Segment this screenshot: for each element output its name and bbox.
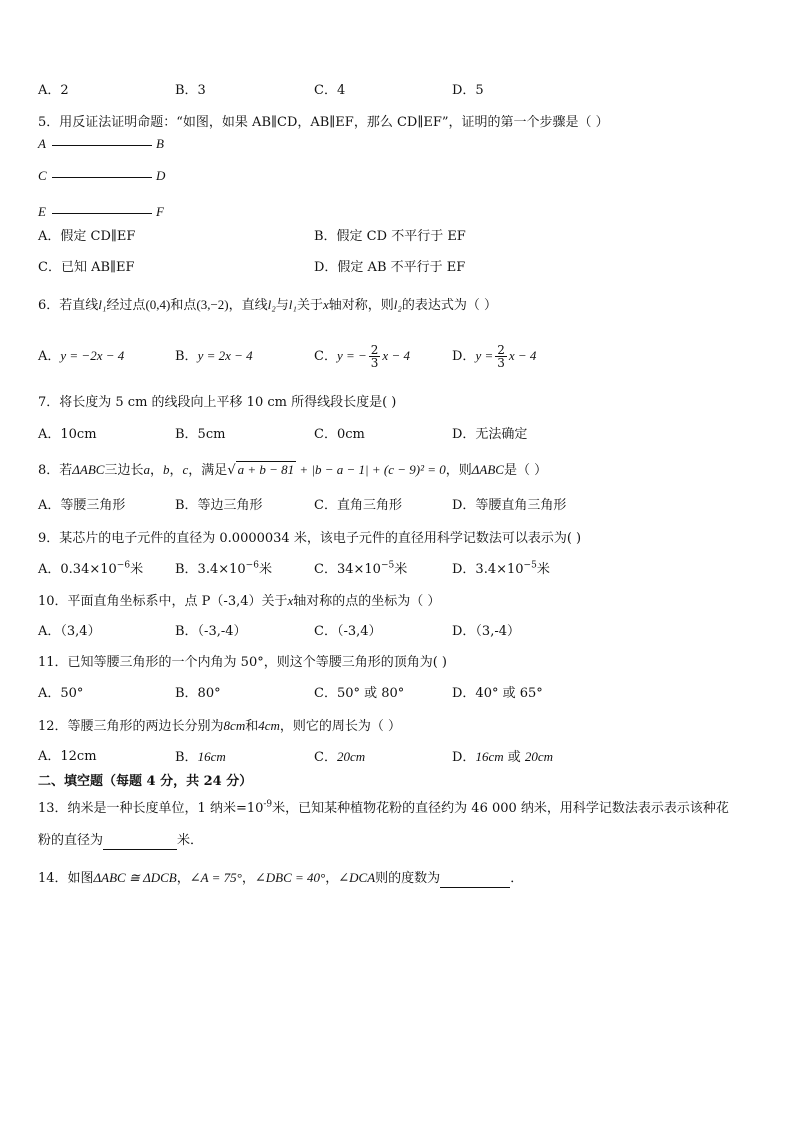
section-heading: 二、填空题（每题 4 分，共 24 分） <box>38 774 253 789</box>
option-expr: y = 2x − 4 <box>197 348 253 363</box>
q11-option-a: A．50° <box>38 686 84 701</box>
q6-option-a <box>38 347 124 366</box>
line-ab <box>52 145 152 146</box>
q8-option-b: B．等边三角形 <box>175 498 263 513</box>
option-unit: 米 <box>258 562 272 577</box>
q7-option-d: D．无法确定 <box>452 427 528 442</box>
q8-text: ，满足 <box>188 463 228 478</box>
option-text: 或 <box>503 750 525 765</box>
q9-option-d <box>452 561 550 579</box>
q6-text: 与 <box>275 298 289 313</box>
option-label: A． <box>38 349 61 364</box>
q7-option-a: A．10cm <box>38 427 97 442</box>
q4-option-b: B．3 <box>175 83 206 98</box>
fig-label-f: F <box>156 204 164 219</box>
q6-text: 经过点 <box>106 298 146 313</box>
q8-option-d: D．等腰直角三角形 <box>452 498 567 513</box>
q12-value: 4cm <box>258 718 280 733</box>
q10-stem <box>38 592 440 611</box>
denominator: 3 <box>497 356 505 370</box>
q9-option-a <box>38 561 143 579</box>
option-value: 20cm <box>336 749 366 764</box>
q14-text: ， <box>176 871 190 886</box>
option-label: C． <box>314 349 337 364</box>
q6-text: 轴对称，则 <box>328 298 394 313</box>
q6-l2: l₂ <box>393 297 402 312</box>
q14-text: ， <box>325 871 339 886</box>
q10-option-d: D．（3,-4） <box>452 624 520 639</box>
option-exponent: −6 <box>245 560 259 571</box>
q8-text: ， <box>149 463 163 478</box>
q8-text: 三边长 <box>104 463 144 478</box>
q4-option-a: A．2 <box>38 83 69 98</box>
option-unit: 米 <box>536 562 550 577</box>
q7-option-b: B．5cm <box>175 427 226 442</box>
q8-option-a: A．等腰三角形 <box>38 498 126 513</box>
q8-equation: + |b − a − 1| + (c − 9)² = 0 <box>296 462 446 477</box>
option-label: B． <box>175 750 198 765</box>
q12-text: ，则它的周长为（ ） <box>279 719 402 734</box>
q6-option-d <box>452 340 536 373</box>
q14-congruence: ΔABC ≅ ΔDCB <box>93 870 177 885</box>
numerator: 2 <box>370 343 379 357</box>
q13-line2 <box>38 832 203 850</box>
q6-text: 和点 <box>170 298 197 313</box>
option-unit: 米 <box>394 562 408 577</box>
option-label: D． <box>452 750 476 765</box>
q12-text: 12．等腰三角形的两边长分别为 <box>38 719 224 734</box>
q4-option-d: D．5 <box>452 83 484 98</box>
q8-triangle: ΔABC <box>471 462 504 477</box>
line-cd <box>52 177 152 178</box>
q8-stem <box>38 461 547 480</box>
q6-text: ，直线 <box>228 298 268 313</box>
answer-blank[interactable] <box>103 835 177 850</box>
q10-x: x <box>287 593 294 608</box>
q11-option-d: D．40° 或 65° <box>452 686 543 701</box>
option-base: A．0.34×10 <box>38 562 117 577</box>
fig-label-c: C <box>38 168 47 183</box>
q11-option-c: C．50° 或 80° <box>314 686 405 701</box>
q13-line1 <box>38 800 729 818</box>
q12-option-d <box>452 748 553 767</box>
option-base: D．3.4×10 <box>452 562 524 577</box>
q4-option-c: C．4 <box>314 83 346 98</box>
option-exponent: −5 <box>380 560 395 571</box>
q5-option-b: B．假定 CD 不平行于 EF <box>314 229 466 244</box>
q14-angle: ∠A = 75° <box>189 870 242 885</box>
q8-text: ，则 <box>445 463 472 478</box>
q8-var-b: b <box>163 462 170 477</box>
q13-text: 粉的直径为 <box>38 833 104 848</box>
q13-text: 13．纳米是一种长度单位，1 纳米=10 <box>38 801 264 816</box>
option-base: C．34×10 <box>314 562 381 577</box>
option-expr: x − 4 <box>382 348 410 363</box>
q13-text: 米，已知某种植物花粉的直径约为 46 000 纳米，用科学记数法表示表示该种花 <box>272 801 729 816</box>
q10-text: 轴对称的点的坐标为（ ） <box>293 594 441 609</box>
q5-option-a: A．假定 CD∥EF <box>38 229 136 244</box>
q12-option-c <box>314 748 365 767</box>
line-ef <box>52 213 152 214</box>
q6-text: 关于 <box>296 298 323 313</box>
q12-stem <box>38 717 401 736</box>
option-value: 16cm <box>475 749 504 764</box>
q10-option-a: A．（3,4） <box>38 624 101 639</box>
fig-label-d: D <box>156 168 166 183</box>
fraction <box>495 344 507 369</box>
q6-l2: l₂ <box>267 297 276 312</box>
q11-option-b: B．80° <box>175 686 221 701</box>
q14-angle: ∠DCA <box>338 870 376 885</box>
q13-exponent: -9 <box>263 799 273 810</box>
radicand: a + b − 81 <box>237 462 295 477</box>
q7-option-c: C．0cm <box>314 427 365 442</box>
q10-option-c: C．（-3,4） <box>314 624 382 639</box>
q6-text: 6．若直线 <box>38 298 99 313</box>
fig-label-b: B <box>156 136 164 151</box>
q14-angle: ∠DBC = 40° <box>254 870 326 885</box>
option-base: B．3.4×10 <box>175 562 246 577</box>
denominator: 3 <box>370 356 379 370</box>
fig-label-e: E <box>38 204 46 219</box>
option-expr: y = <box>475 348 494 363</box>
option-expr: y = − <box>336 348 367 363</box>
q6-stem <box>38 296 497 315</box>
q9-stem: 9．某芯片的电子元件的直径为 0.0000034 米，该电子元件的直径用科学记数法可以表示为( ) <box>38 531 582 546</box>
q8-triangle: ΔABC <box>72 462 105 477</box>
fig-label-a: A <box>38 136 46 151</box>
q8-text: ， <box>169 463 183 478</box>
option-expr: y = −2x − 4 <box>60 348 125 363</box>
q14-text: ． <box>510 871 524 886</box>
option-unit: 米 <box>130 562 144 577</box>
q12-text: 和 <box>245 719 259 734</box>
option-label: C． <box>314 750 337 765</box>
option-label: B． <box>175 349 198 364</box>
option-value: 20cm <box>524 749 554 764</box>
q6-option-c <box>314 340 410 373</box>
q10-option-b: B．（-3,-4） <box>175 624 247 639</box>
q6-point2: (3,−2) <box>196 297 229 312</box>
q7-stem: 7．将长度为 5 cm 的线段向上平移 10 cm 所得线段长度是( ) <box>38 395 397 410</box>
answer-blank[interactable] <box>440 873 510 888</box>
option-value: 16cm <box>197 749 226 764</box>
option-label: D． <box>452 349 476 364</box>
option-expr: x − 4 <box>508 348 537 363</box>
q5-option-c: C．已知 AB∥EF <box>38 260 135 275</box>
q6-l1: l₁ <box>288 297 297 312</box>
q6-x: x <box>322 297 329 312</box>
q8-text: 8．若 <box>38 463 73 478</box>
q6-text: 的表达式为（ ） <box>401 298 498 313</box>
q6-option-b <box>175 347 253 366</box>
numerator: 2 <box>497 343 505 357</box>
q8-var-c: c <box>182 462 189 477</box>
q5-option-d: D．假定 AB 不平行于 EF <box>314 260 466 275</box>
q5-stem: 5．用反证法证明命题：“如图，如果 AB∥CD，AB∥EF，那么 CD∥EF”，证明的第一个步骤是（ ） <box>38 115 609 130</box>
sqrt-sign: √ <box>227 463 236 478</box>
option-exponent: −5 <box>523 560 537 571</box>
q14-stem <box>38 869 523 888</box>
q12-option-a: A．12cm <box>38 749 97 764</box>
q13-text: 米． <box>177 833 204 848</box>
q14-text: ， <box>241 871 255 886</box>
q14-text: 14．如图 <box>38 871 94 886</box>
q9-option-b <box>175 561 272 579</box>
q10-text: 10．平面直角坐标系中，点 P（-3,4）关于 <box>38 594 288 609</box>
q8-option-c: C．直角三角形 <box>314 498 402 513</box>
q12-value: 8cm <box>223 718 246 733</box>
q8-var-a: a <box>143 462 150 477</box>
option-exponent: −6 <box>116 560 131 571</box>
q6-point1: (0,4) <box>145 297 171 312</box>
q8-text: 是（ ） <box>503 463 548 478</box>
fraction <box>369 344 381 369</box>
q6-l1: l₁ <box>98 297 107 312</box>
q14-text: 则的度数为 <box>375 871 441 886</box>
q12-option-b <box>175 748 226 767</box>
q11-stem: 11．已知等腰三角形的一个内角为 50°，则这个等腰三角形的顶角为( ) <box>38 655 447 670</box>
q9-option-c <box>314 561 407 579</box>
